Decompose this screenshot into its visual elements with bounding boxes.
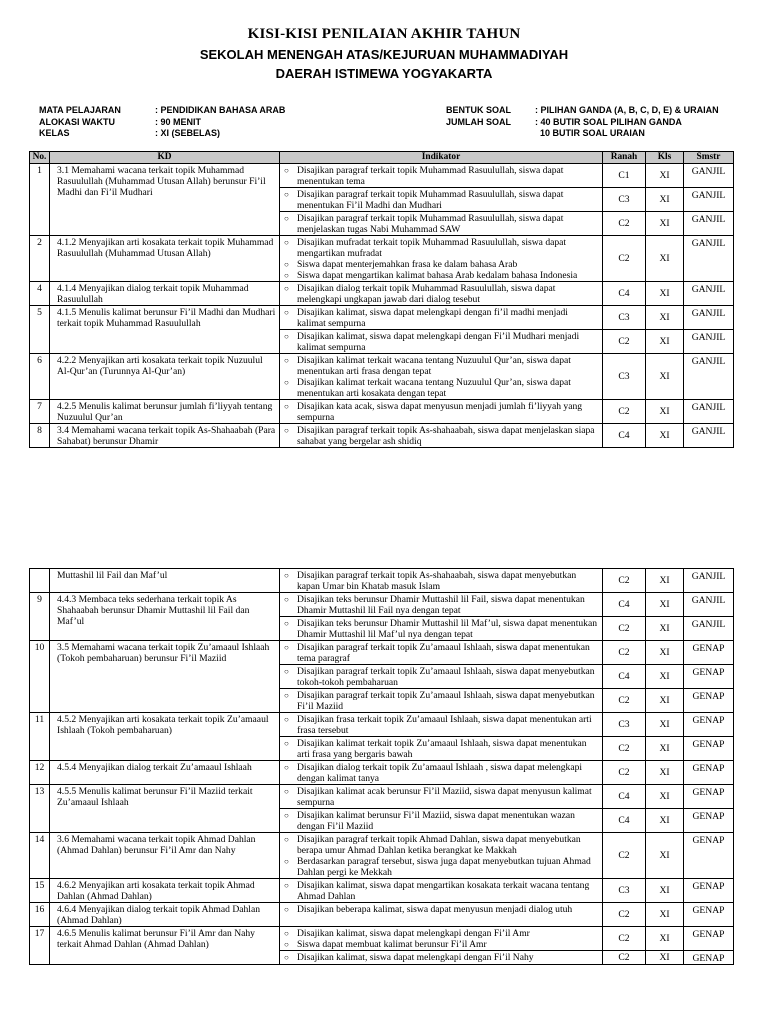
kls-cell: XI [646,330,684,354]
kd-text: Muttashil lil Fail dan Maf’ul [50,569,280,593]
indikator-text: Disajikan kalimat, siswa dapat melengkapi dengan Fi’il Mudhari menjadi kalimat sempurna [297,331,580,353]
indikator-cell [280,164,603,188]
indikator-cell [280,354,603,400]
ranah-cell: C4 [603,593,646,617]
kls-cell: XI [646,354,684,400]
row-number: 13 [30,785,50,833]
kd-text: 4.5.5 Menulis kalimat berunsur Fi’il Maziid terkait Zu’amaaul Ishlaah [50,785,280,833]
row-number: 6 [30,354,50,400]
indikator-item [284,690,598,712]
kd-text: 4.5.4 Menyajikan dialog terkait Zu’amaaul Ishlaah [50,761,280,785]
indikator-cell [280,236,603,282]
bullet-icon: ○ [284,881,289,890]
smstr-cell: GANJIL [684,617,734,641]
indikator-cell [280,833,603,879]
kls-cell: XI [646,809,684,833]
smstr-cell: GENAP [684,689,734,713]
kls-cell: XI [646,306,684,330]
kls-cell: XI [646,689,684,713]
indikator-cell [280,665,603,689]
indikator-text: Disajikan teks berunsur Dhamir Muttashil lil Fail, siswa dapat menentukan Dhamir Muttashil lil Fail nya dengan tepat [297,594,585,616]
indikator-item [284,377,598,399]
table-row [30,306,734,330]
smstr-cell: GANJIL [684,569,734,593]
row-number: 15 [30,879,50,903]
bullet-icon: ○ [284,308,289,317]
kd-text: 4.6.2 Menyajikan arti kosakata terkait topik Ahmad Dahlan (Ahmad Dahlan) [50,879,280,903]
bullet-icon: ○ [284,214,289,223]
kls-cell: XI [646,641,684,665]
smstr-cell: GENAP [684,737,734,761]
indikator-cell [280,424,603,448]
indikator-text: Disajikan kata acak, siswa dapat menyusun menjadi jumlah fi’liyyah yang sempurna [297,401,583,423]
table-row [30,569,734,593]
indikator-text: Disajikan dialog terkait topik Muhammad Rasuulullah, siswa dapat melengkapi ungkapan jawab dari dialog tesebut [297,283,556,305]
indikator-text: Disajikan frasa terkait topik Zu’amaaul Ishlaah, siswa dapat menentukan arti frasa tersebut [297,714,592,736]
row-number [30,569,50,593]
smstr-cell: GANJIL [684,400,734,424]
smstr-cell: GENAP [684,879,734,903]
kd-text: 4.6.4 Menyajikan dialog terkait topik Ahmad Dahlan (Ahmad Dahlan) [50,903,280,927]
ranah-cell: C4 [603,809,646,833]
smstr-cell: GENAP [684,665,734,689]
indikator-item [284,666,598,688]
kisi-table-page-1 [29,151,734,448]
kls-cell: XI [646,785,684,809]
kls-cell: XI [646,188,684,212]
table-row [30,282,734,306]
row-number: 8 [30,424,50,448]
row-number: 12 [30,761,50,785]
indikator-text: Disajikan kalimat, siswa dapat melengkapi dengan fi’il madhi menjadi kalimat sempurna [297,307,568,329]
bullet-icon: ○ [284,763,289,772]
indikator-text: Disajikan paragraf terkait topik Muhammad Rasuulullah, siswa dapat menjelaskan tugas Nabi Muhammad SAW [297,213,564,235]
smstr-cell: GENAP [684,761,734,785]
smstr-cell: GENAP [684,927,734,951]
row-number: 16 [30,903,50,927]
meta-right-labels: BENTUK SOAL JUMLAH SOAL [446,105,511,127]
row-number: 17 [30,927,50,965]
table-row [30,927,734,951]
kls-cell: XI [646,713,684,737]
indikator-item [284,283,598,305]
header-ranah: Ranah [603,152,646,164]
indikator-item [284,939,598,950]
table-row [30,903,734,927]
ranah-cell: C2 [603,330,646,354]
indikator-text: Disajikan paragraf terkait topik Zu’amaaul Ishlaah, siswa dapat menyebutkan Fi’il Maziid [297,690,595,712]
indikator-text: Siswa dapat mengartikan kalimat bahasa Arab kedalam bahasa Indonesia [297,270,578,281]
ranah-cell: C2 [603,400,646,424]
smstr-cell: GANJIL [684,188,734,212]
kd-text: 4.1.4 Menyajikan dialog terkait topik Muhammad Rasuulullah [50,282,280,306]
kls-cell: XI [646,737,684,761]
smstr-cell: GANJIL [684,236,734,282]
indikator-item [284,270,598,281]
indikator-item [284,189,598,211]
ranah-cell: C4 [603,282,646,306]
bullet-icon: ○ [284,905,289,914]
kd-text: 4.1.2 Menyajikan arti kosakata terkait topik Muhammad Rasuulullah (Muhammad Utusan Allah) [50,236,280,282]
bullet-icon: ○ [284,929,289,938]
document-title: KISI-KISI PENILAIAN AKHIR TAHUN [247,26,521,42]
row-number: 4 [30,282,50,306]
ranah-cell: C3 [603,713,646,737]
kls-cell: XI [646,236,684,282]
ranah-cell: C4 [603,785,646,809]
indikator-item [284,570,598,592]
bullet-icon: ○ [284,284,289,293]
ranah-cell: C2 [603,903,646,927]
kd-text: 4.6.5 Menulis kalimat berunsur Fi’il Amr dan Nahy terkait Ahmad Dahlan (Ahmad Dahlan) [50,927,280,965]
smstr-cell: GENAP [684,903,734,927]
table-row [30,354,734,400]
kls-cell: XI [646,164,684,188]
kd-text: 4.2.5 Menulis kalimat berunsur jumlah fi’liyyah tentang Nuzuulul Qur’an [50,400,280,424]
bullet-icon: ○ [284,667,289,676]
indikator-cell [280,903,603,927]
kls-cell: XI [646,617,684,641]
indikator-cell [280,617,603,641]
indikator-cell [280,689,603,713]
indikator-item [284,213,598,235]
indikator-cell [280,306,603,330]
school-name: SEKOLAH MENENGAH ATAS/KEJURUAN MUHAMMADIYAH [199,47,569,62]
indikator-item [284,594,598,616]
indikator-item [284,738,598,760]
indikator-text: Siswa dapat menterjemahkan frasa ke dalam bahasa Arab [297,259,518,270]
bullet-icon: ○ [284,787,289,796]
table-row [30,879,734,903]
table-row [30,713,734,737]
indikator-cell [280,809,603,833]
indikator-cell [280,400,603,424]
row-number: 5 [30,306,50,354]
indikator-text: Disajikan paragraf terkait topik Muhammad Rasuulullah, siswa dapat menentukan tema [297,165,564,187]
indikator-item [284,786,598,808]
ranah-cell: C3 [603,879,646,903]
indikator-cell [280,569,603,593]
kd-text: 3.1 Memahami wacana terkait topik Muhammad Rasuulullah (Muhammad Utusan Allah) berunsur Fi’il Madhi dan Fi’il Mudhari [50,164,280,236]
ranah-cell: C2 [603,689,646,713]
kls-cell: XI [646,665,684,689]
indikator-item [284,425,598,447]
kisi-table-page-2 [29,568,734,965]
ranah-cell: C2 [603,833,646,879]
kd-text: 3.6 Memahami wacana terkait topik Ahmad Dahlan (Ahmad Dahlan) berunsur Fi’il Amr dan Nahy [50,833,280,879]
header-no: No. [30,152,50,164]
ranah-cell: C2 [603,927,646,951]
indikator-text: Disajikan teks berunsur Dhamir Muttashil lil Maf’ul, siswa dapat menentukan Dhamir Muttashil lil Maf’ul nya dengan tepat [297,618,598,640]
bullet-icon: ○ [284,940,289,949]
indikator-text: Disajikan paragraf terkait topik As-shahaabah, siswa dapat menyebutkan kapan Umar bin Khatab masuk Islam [297,570,577,592]
bullet-icon: ○ [284,835,289,844]
smstr-cell: GANJIL [684,354,734,400]
indikator-item [284,401,598,423]
bullet-icon: ○ [284,643,289,652]
indikator-text: Disajikan paragraf terkait topik Ahmad Dahlan, siswa dapat menyebutkan berapa umur Ahmad Dahlan ketika berangkat ke Makkah [297,834,581,856]
ranah-cell: C2 [603,761,646,785]
kls-cell: XI [646,424,684,448]
indikator-cell [280,737,603,761]
table-row [30,400,734,424]
kls-cell: XI [646,593,684,617]
indikator-cell [280,713,603,737]
indikator-item [284,904,598,915]
smstr-cell: GENAP [684,833,734,879]
ranah-cell: C2 [603,737,646,761]
indikator-cell [280,879,603,903]
indikator-cell [280,330,603,354]
kls-cell: XI [646,879,684,903]
bullet-icon: ○ [284,619,289,628]
bullet-icon: ○ [284,953,289,962]
indikator-item [284,714,598,736]
ranah-cell: C1 [603,164,646,188]
table-row [30,424,734,448]
smstr-cell: GANJIL [684,282,734,306]
kd-text: 3.5 Memahami wacana terkait topik Zu’amaaul Ishlaah (Tokoh pembaharuan) berunsur Fi’il Maziid [50,641,280,713]
table-row [30,833,734,879]
indikator-text: Disajikan paragraf terkait topik Zu’amaaul Ishlaah, siswa dapat menyebutkan tokoh-tokoh pembaharuan [297,666,595,688]
bullet-icon: ○ [284,356,289,365]
table-row [30,236,734,282]
header-kd: KD [50,152,280,164]
indikator-item [284,237,598,259]
indikator-text: Disajikan paragraf terkait topik As-shahaabah, siswa dapat menjelaskan siapa sahabat yang bergelar ash shidiq [297,425,595,447]
kls-cell: XI [646,927,684,951]
indikator-cell [280,188,603,212]
smstr-cell: GENAP [684,809,734,833]
region-name: DAERAH ISTIMEWA YOGYAKARTA [275,66,493,81]
indikator-text: Berdasarkan paragraf tersebut, siswa juga dapat menyebutkan tujuan Ahmad Dahlan pergi ke Mekkah [297,856,591,878]
kls-cell: XI [646,569,684,593]
header-smstr: Smstr [684,152,734,164]
smstr-cell: GANJIL [684,424,734,448]
ranah-cell: C2 [603,617,646,641]
indikator-item [284,928,598,939]
indikator-cell [280,785,603,809]
indikator-item [284,810,598,832]
header-indikator: Indikator [280,152,603,164]
indikator-cell [280,951,603,965]
indikator-cell [280,282,603,306]
indikator-cell [280,927,603,951]
bullet-icon: ○ [284,571,289,580]
indikator-cell [280,761,603,785]
indikator-item [284,880,598,902]
meta-right-values: : PILIHAN GANDA (A, B, C, D, E) & URAIAN : 40 BUTIR SOAL PILIHAN GANDA 10 BUTIR SOAL URAIAN [535,105,719,138]
row-number: 14 [30,833,50,879]
ranah-cell: C4 [603,424,646,448]
indikator-item [284,355,598,377]
indikator-item [284,856,598,878]
bullet-icon: ○ [284,402,289,411]
indikator-cell [280,212,603,236]
indikator-text: Disajikan dialog terkait topik Zu’amaaul Ishlaah , siswa dapat melengkapi dengan kalimat tanya [297,762,583,784]
smstr-cell: GANJIL [684,164,734,188]
bullet-icon: ○ [284,595,289,604]
bullet-icon: ○ [284,378,289,387]
ranah-cell: C3 [603,188,646,212]
indikator-text: Disajikan kalimat acak berunsur Fi’il Maziid, siswa dapat menyusun kalimat sempurna [297,786,592,808]
ranah-cell: C2 [603,951,646,965]
ranah-cell: C4 [603,665,646,689]
bullet-icon: ○ [284,426,289,435]
table-row [30,761,734,785]
ranah-cell: C2 [603,641,646,665]
indikator-cell [280,641,603,665]
kd-text: 4.2.2 Menyajikan arti kosakata terkait topik Nuzuulul Al-Qur’an (Turunnya Al-Qur’an) [50,354,280,400]
meta-left-values: : PENDIDIKAN BAHASA ARAB : 90 MENIT : XI (SEBELAS) [155,105,286,138]
row-number: 2 [30,236,50,282]
smstr-cell: GANJIL [684,330,734,354]
smstr-cell: GANJIL [684,593,734,617]
ranah-cell: C2 [603,236,646,282]
kls-cell: XI [646,951,684,965]
indikator-text: Disajikan kalimat, siswa dapat mengartikan kosakata terkait wacana tentang Ahmad Dahlan [297,880,590,902]
kls-cell: XI [646,761,684,785]
indikator-text: Disajikan paragraf terkait topik Zu’amaaul Ishlaah, siswa dapat menentukan tema paragraf [297,642,590,664]
indikator-item [284,165,598,187]
indikator-text: Disajikan kalimat terkait wacana tentang Nuzuulul Qur’an, siswa dapat menentukan arti frasa dengan tepat [297,355,571,377]
kls-cell: XI [646,212,684,236]
kd-text: 4.5.2 Menyajikan arti kosakata terkait topik Zu’amaaul Ishlaah (Tokoh pembaharuan) [50,713,280,761]
row-number: 1 [30,164,50,236]
indikator-item [284,762,598,784]
kd-text: 4.1.5 Menulis kalimat berunsur Fi’il Madhi dan Mudhari terkait topik Muhammad Rasuulullah [50,306,280,354]
row-number: 11 [30,713,50,761]
kd-text: 4.4.3 Membaca teks sederhana terkait topik As Shahaabah berunsur Dhamir Muttashil lil Fail dan Maf’ul [50,593,280,641]
indikator-item [284,642,598,664]
indikator-text: Disajikan kalimat, siswa dapat melengkapi dengan Fi’il Nahy [297,952,534,963]
row-number: 9 [30,593,50,641]
bullet-icon: ○ [284,811,289,820]
smstr-cell: GENAP [684,785,734,809]
smstr-cell: GENAP [684,713,734,737]
bullet-icon: ○ [284,238,289,247]
ranah-cell: C3 [603,354,646,400]
ranah-cell: C2 [603,212,646,236]
row-number: 10 [30,641,50,713]
smstr-cell: GANJIL [684,212,734,236]
indikator-item [284,331,598,353]
indikator-text: Disajikan mufradat terkait topik Muhammad Rasuulullah, siswa dapat mengartikan mufradat [297,237,567,259]
indikator-item [284,952,598,963]
indikator-text: Disajikan paragraf terkait topik Muhammad Rasuulullah, siswa dapat menentukan Fi’il Madhi dan Mudhari [297,189,564,211]
bullet-icon: ○ [284,332,289,341]
indikator-item [284,834,598,856]
kls-cell: XI [646,282,684,306]
kd-text: 3.4 Memahami wacana terkait topik As-Shahaabah (Para Sahabat) berunsur Dhamir [50,424,280,448]
indikator-text: Disajikan beberapa kalimat, siswa dapat menyusun menjadi dialog utuh [297,904,573,915]
indikator-text: Siswa dapat membuat kalimat berunsur Fi’il Amr [297,939,487,950]
smstr-cell: GENAP [684,641,734,665]
smstr-cell: GENAP [684,951,734,965]
indikator-cell [280,593,603,617]
table-row [30,164,734,188]
bullet-icon: ○ [284,166,289,175]
indikator-item [284,259,598,270]
kls-cell: XI [646,903,684,927]
ranah-cell: C2 [603,569,646,593]
indikator-text: Disajikan kalimat berunsur Fi’il Maziid, siswa dapat menentukan wazan dengan Fi’il Maziid [297,810,575,832]
row-number: 7 [30,400,50,424]
indikator-item [284,618,598,640]
bullet-icon: ○ [284,857,289,866]
bullet-icon: ○ [284,715,289,724]
kls-cell: XI [646,400,684,424]
bullet-icon: ○ [284,271,289,280]
bullet-icon: ○ [284,260,289,269]
indikator-text: Disajikan kalimat terkait wacana tentang Nuzuulul Qur’an, siswa dapat menentukan arti kosakata dengan tepat [297,377,571,399]
meta-left-labels: MATA PELAJARAN ALOKASI WAKTU KELAS [39,105,121,138]
kls-cell: XI [646,833,684,879]
indikator-text: Disajikan kalimat, siswa dapat melengkapi dengan Fi’il Amr [297,928,530,939]
indikator-item [284,307,598,329]
table-row [30,641,734,665]
bullet-icon: ○ [284,739,289,748]
indikator-text: Disajikan kalimat terkait topik Zu’amaaul Ishlaah, siswa dapat menentukan arti frasa yang bergaris bawah [297,738,587,760]
header-kls: Kls [646,152,684,164]
bullet-icon: ○ [284,190,289,199]
ranah-cell: C3 [603,306,646,330]
table-row [30,785,734,809]
bullet-icon: ○ [284,691,289,700]
table-row [30,593,734,617]
smstr-cell: GANJIL [684,306,734,330]
